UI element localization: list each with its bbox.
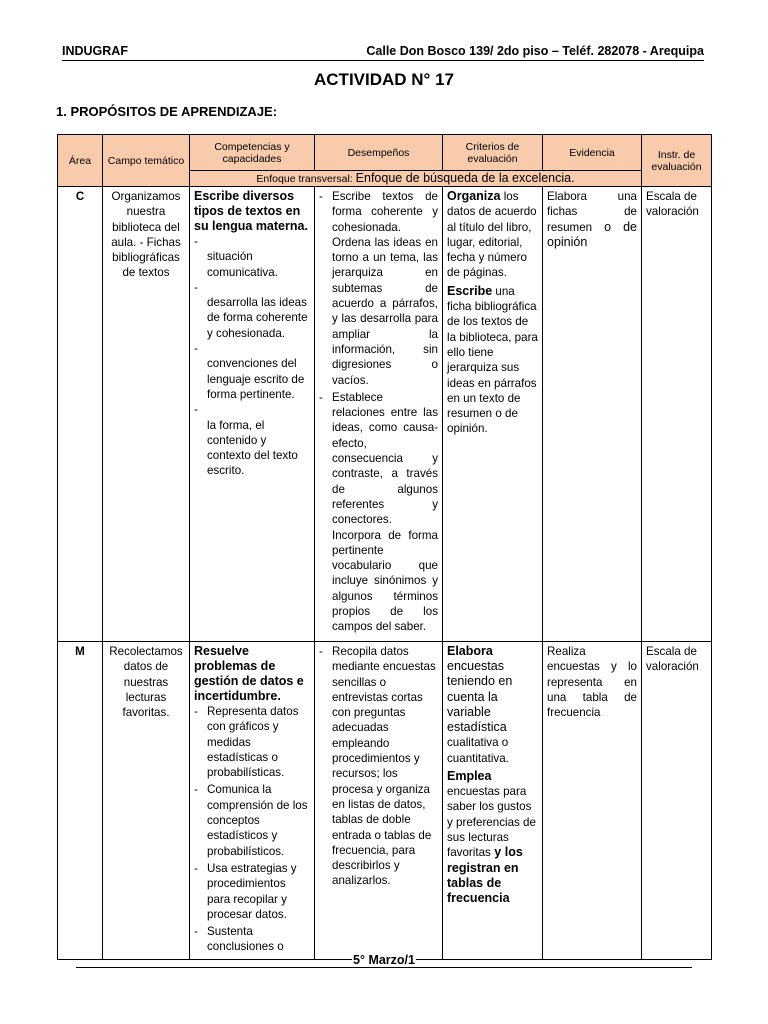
criterio-text: los datos de acuerdo al título del libro, lugar, editorial, fecha y número de páginas. <box>447 190 537 280</box>
criterio-verb: Elabora <box>447 644 493 658</box>
table-row <box>58 187 712 642</box>
enfoque-cell <box>190 171 642 187</box>
area-cell: M <box>58 642 103 960</box>
footer-text: 5° Marzo/1 <box>353 953 415 967</box>
header-address: Calle Don Bosco 139/ 2do piso – Teléf. 282078 - Arequipa <box>366 44 704 58</box>
capacidad-item: - <box>194 403 198 417</box>
page-footer <box>76 953 692 968</box>
criterio-text-small: cualitativa o cuantitativa. <box>447 736 509 765</box>
desempenos-cell <box>315 187 443 642</box>
area-cell: C <box>58 187 103 642</box>
criterio-item <box>447 189 538 281</box>
capacidad-text: situación comunicativa. <box>207 250 278 279</box>
capacidad-item: - Representa datos con gráficos y medidas estadísticas o probabilísticas. <box>194 704 310 780</box>
capacidad-item: - Sustenta conclusiones o <box>194 924 310 955</box>
header-competencias: Competencias y capacidades <box>190 135 315 171</box>
desempeno-item: - Escribe textos de forma coherente y cohesionada. Ordena las ideas en torno a un tema, las jerarquiza en subtemas de acuerdo a párrafos, y las desarrolla para ampliar la información, sin digresiones o vacíos. <box>319 189 438 388</box>
table-header-row <box>58 135 712 171</box>
evidencia-cell <box>543 187 642 642</box>
criterios-cell <box>443 642 543 960</box>
capacidad-text: convenciones del lenguaje escrito de forma pertinente. <box>207 357 305 401</box>
criterio-text: una ficha bibliográfica de los textos de la biblioteca, para ello tiene jerarquiza sus ideas en párrafos en un texto de resumen o de opinión. <box>447 284 538 436</box>
enfoque-value: Enfoque de búsqueda de la excelencia. <box>355 171 575 185</box>
header-criterios: Criterios de evaluación <box>443 135 543 171</box>
section-title: 1. PROPÓSITOS DE APRENDIZAJE: <box>56 104 278 119</box>
instr-cell: Escala de valoración <box>642 642 712 960</box>
desempeno-item: - Establece relaciones entre las ideas, como causa-efecto, consecuencia y contraste, a través de algunos referentes y conectores. Incorpora de forma pertinente vocabulario que incluye sinónimos y algunos términos propios de los campos del saber. <box>319 390 438 635</box>
campo-cell: Organizamos nuestra biblioteca del aula. - Fichas bibliográficas de textos <box>103 187 190 642</box>
competencia-title: Resuelve problemas de gestión de datos e incertidumbre. <box>194 644 304 703</box>
header-desempenos: Desempeños <box>315 135 443 171</box>
capacidad-item: - <box>194 235 198 248</box>
learning-purposes-table <box>57 134 712 960</box>
criterio-item <box>447 784 538 906</box>
criterio-text: encuestas para saber los gustos y preferencias de sus lecturas favoritas <box>447 785 536 860</box>
capacidad-item: - Comunica la comprensión de los conceptos estadísticos y probabilísticos. <box>194 782 310 858</box>
page-title: ACTIVIDAD N° 17 <box>314 70 454 89</box>
evidencia-text-large: o de opinión <box>547 219 637 249</box>
criterio-verb: Escribe <box>447 283 493 298</box>
competencias-cell <box>190 642 315 960</box>
criterio-verb: Organiza <box>447 189 501 203</box>
competencia-title: Escribe diversos tipos de textos en su lengua materna. <box>194 189 308 233</box>
header-instr: Instr. de evaluación <box>642 135 712 187</box>
header-area: Área <box>58 135 103 187</box>
competencias-cell <box>190 187 315 642</box>
criterios-cell <box>443 187 543 642</box>
capacidad-text: la forma, el contenido y contexto del texto escrito. <box>207 418 298 478</box>
instr-cell: Escala de valoración <box>642 187 712 642</box>
criterio-verb: Emplea <box>447 769 492 784</box>
enfoque-label: Enfoque transversal: <box>256 173 353 185</box>
criterio-item <box>447 284 538 437</box>
capacidad-text: desarrolla las ideas de forma coherente y cohesionada. <box>207 296 308 340</box>
capacidad-item: - Usa estrategias y procedimientos para recopilar y procesar datos. <box>194 861 310 922</box>
criterio-text: encuestas teniendo en cuenta la variable estadística <box>447 659 513 735</box>
desempenos-cell <box>315 642 443 960</box>
evidencia-cell: Realiza encuestas y lo representa en una tabla de frecuencia <box>543 642 642 960</box>
capacidad-item: - <box>194 280 198 294</box>
desempeno-item: - Recopila datos mediante encuestas sencillas o entrevistas cortas con preguntas adecuadas empleando procedimientos y recursos; los procesa y organiza en listas de datos, tablas de doble entrada o tablas de frecuencia, para describirlos y analizarlos. <box>319 644 438 889</box>
header-campo: Campo temático <box>103 135 190 187</box>
capacidad-item: - <box>194 342 198 356</box>
campo-cell: Recolectamos datos de nuestras lecturas favoritas. <box>103 642 190 960</box>
evidencia-text: Elabora una fichas de resumen <box>547 190 637 234</box>
criterio-tail: y los registran en tablas de frecuencia <box>447 845 523 906</box>
header-company: INDUGRAF <box>62 44 128 58</box>
table-row <box>58 642 712 960</box>
criterio-item <box>447 659 538 766</box>
header-evidencia: Evidencia <box>543 135 642 171</box>
page-header <box>62 44 704 61</box>
